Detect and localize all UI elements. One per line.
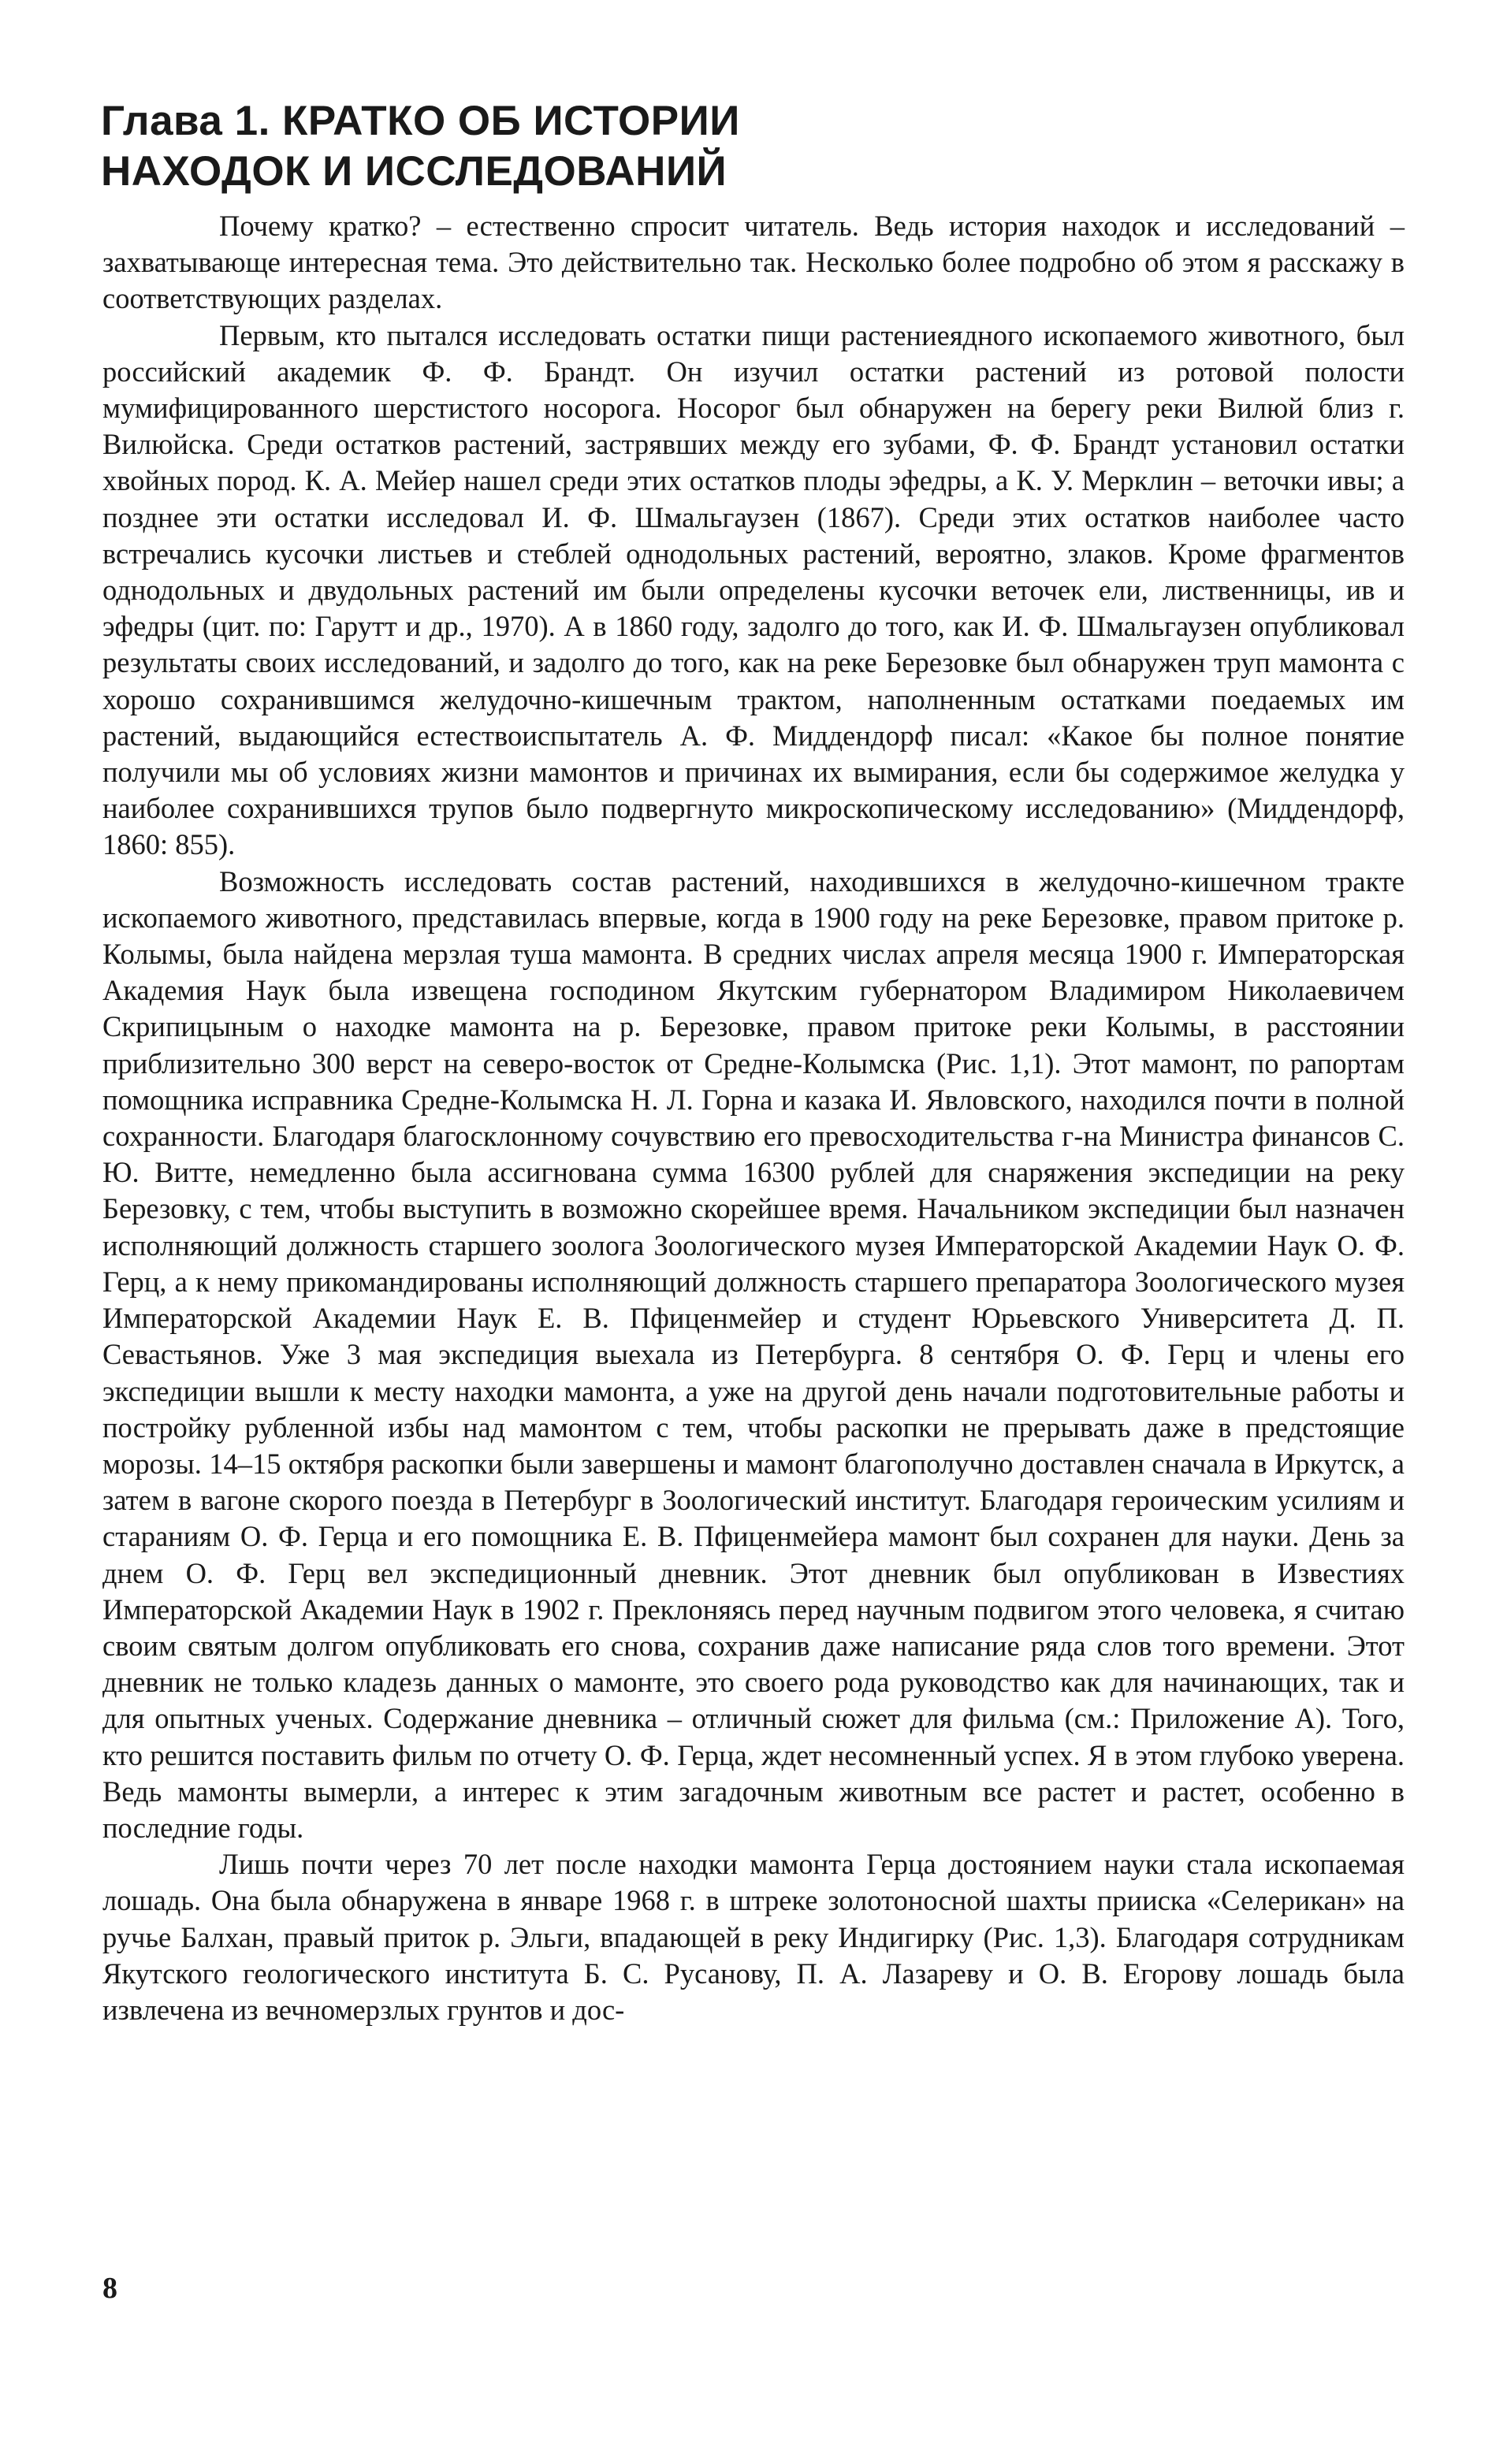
- paragraph-4: Лишь почти через 70 лет после находки мамонта Герца достоянием науки стала ископаемая лошадь. Она была обнаружена в январе 1968 г. в штреке золотоносной шахты прииска «Селерикан» на ручье Балхан, правый приток р. Эльги, впадающей в реку Индигирку (Рис. 1,3). Благодаря сотрудникам Якутского геологического института Б. С. Русанову, П. А. Лазареву и О. В. Егорову лошадь была извлечена из вечномерзлых грунтов и дос-: [102, 1848, 1405, 2026]
- chapter-title: [101, 96, 1409, 197]
- paragraph-3: Возможность исследовать состав растений, находившихся в желудочно-кишечном тракте ископаемого животного, представилась впервые, когда в 1900 году на реке Березовке, правом притоке р. Колымы, была найдена мерзлая туша мамонта. В средних числах апреля месяца 1900 г. Императорская Академия Наук была извещена господином Якутским губернатором Владимиром Николаевичем Скрипицыным о находке мамонта на р. Березовке, правом притоке реки Колымы, в расстоянии приблизительно 300 верст на северо-восток от Средне-Колымска (Рис. 1,1). Этот мамонт, по рапортам помощника исправника Средне-Колымска Н. Л. Горна и казака И. Явловского, находился почти в полной сохранности. Благодаря благосклонному сочувствию его превосходительства г-на Министра финансов С. Ю. Витте, немедленно была ассигнована сумма 16300 рублей для снаряжения экспедиции на реку Березовку, с тем, чтобы выступить в возможно скорейшее время. Начальником экспедиции был назначен исполняющий должность старшего зоолога Зоологического музея Императорской Академии Наук О. Ф. Герц, а к нему прикомандированы исполняющий должность старшего препаратора Зоологического музея Императорской Академии Наук Е. В. Пфиценмейер и студент Юрьевского Университета Д. П. Севастьянов. Уже 3 мая экспедиция выехала из Петербурга. 8 сентября О. Ф. Герц и члены его экспедиции вышли к месту находки мамонта, а уже на другой день начали подготовительные работы и постройку рубленной избы над мамонтом с тем, чтобы раскопки не прерывать даже в предстоящие морозы. 14–15 октября раскопки были завершены и мамонт благополучно доставлен сначала в Иркутск, а затем в вагоне скорого поезда в Петербург в Зоологический институт. Благодаря героическим усилиям и стараниям О. Ф. Герца и его помощника Е. В. Пфиценмейера мамонт был сохранен для науки. День за днем О. Ф. Герц вел экспедиционный дневник. Этот дневник был опубликован в Известиях Императорской Академии Наук в 1902 г. Преклоняясь перед научным подвигом этого человека, я считаю своим святым долгом опубликовать его снова, сохранив даже написание ряда слов того времени. Этот дневник не только кладезь данных о мамонте, это своего рода руководство как для начинающих, так и для опытных ученых. Содержание дневника – отличный сюжет для фильма (см.: Приложение А). Того, кто решится поставить фильм по отчету О. Ф. Герца, ждет несомненный успех. Я в этом глубоко уверена. Ведь мамонты вымерли, а интерес к этим загадочным животным все растет и растет, особенно в последние годы.: [102, 864, 1405, 1844]
- chapter-title-line-1: Глава 1. КРАТКО ОБ ИСТОРИИ: [101, 98, 740, 144]
- paragraph-2: Первым, кто пытался исследовать остатки пищи растениеядного ископаемого животного, был российский академик Ф. Ф. Брандт. Он изучил остатки растений из ротовой полости мумифицированного шерстистого носорога. Носорог был обнаружен на берегу реки Вилюй близ г. Вилюйска. Среди остатков растений, застрявших между его зубами, Ф. Ф. Брандт установил остатки хвойных пород. К. А. Мейер нашел среди этих остатков плоды эфедры, а К. У. Мерклин – веточки ивы; а позднее эти остатки исследовал И. Ф. Шмальгаузен (1867). Среди этих остатков наиболее часто встречались кусочки листьев и стеблей однодольных растений, вероятно, злаков. Кроме фрагментов однодольных и двудольных растений им были определены кусочки веточек ели, лиственницы, ив и эфедры (цит. по: Гарутт и др., 1970). А в 1860 году, задолго до того, как И. Ф. Шмальгаузен опубликовал результаты своих исследований, и задолго до того, как на реке Березовке был обнаружен труп мамонта с хорошо сохранившимся желудочно-кишечным трактом, наполненным остатками поедаемых им растений, выдающийся естествоиспытатель А. Ф. Миддендорф писал: «Какое бы полное понятие получили мы об условиях жизни мамонтов и причинах их вымирания, если бы содержимое желудка у наиболее сохранившихся трупов было подвергнуто микроскопическому исследованию» (Миддендорф, 1860: 855).: [102, 318, 1405, 861]
- chapter-title-line-2: НАХОДОК И ИССЛЕДОВАНИЙ: [101, 148, 727, 195]
- paragraph-1: Почему кратко? – естественно спросит читатель. Ведь история находок и исследований – захватывающе интересная тема. Это действительно так. Несколько более подробно об этом я расскажу в соответствующих разделах.: [102, 210, 1405, 315]
- body-text: [102, 208, 1405, 2028]
- page-number: 8: [102, 2272, 117, 2305]
